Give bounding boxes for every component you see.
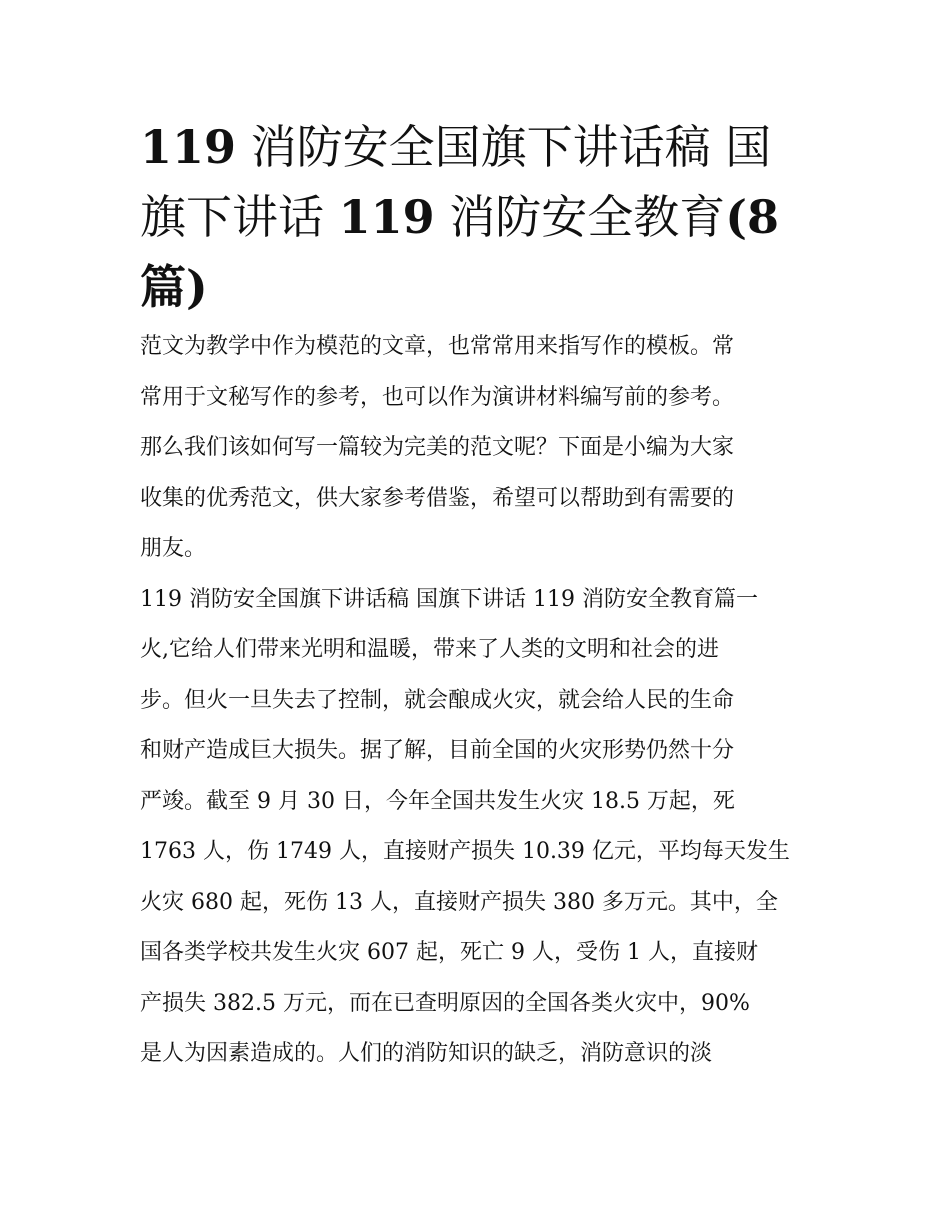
title-number: 119 [140,120,237,174]
intro-line: 那么我们该如何写一篇较为完美的范文呢？下面是小编为大家 [140,435,735,460]
article-line: 是人为因素造成的。人们的消防知识的缺乏，消防意识的淡 [140,1041,713,1066]
intro-paragraph [140,322,812,575]
title-number: 119 [338,190,435,244]
title-text: 旗下讲话 [140,190,339,244]
title-line-1 [140,112,812,182]
document-page [140,112,812,1080]
article-line: 步。但火一旦失去了控制，就会酿成火灾，就会给人民的生命 [140,687,735,713]
intro-line: 朋友。 [140,536,207,561]
intro-line: 常用于文秘写作的参考，也可以作为演讲材料编写前的参考。 [140,384,735,410]
title-line-2 [140,182,812,252]
document-title [140,112,812,322]
title-text: 篇) [140,260,208,314]
intro-line: 收集的优秀范文，供大家参考借鉴，希望可以帮助到有需要的 [140,485,735,511]
article-heading-line: 119 消防安全国旗下讲话稿 国旗下讲话 119 消防安全教育篇一 [140,586,758,612]
article-line: 火灾 680 起，死伤 13 人，直接财产损失 380 多万元。其中，全 [140,889,778,915]
article-line: 严竣。截至 9 月 30 日，今年全国共发生火灾 18.5 万起，死 [140,788,735,814]
title-text: 消防安全教育 [434,190,726,244]
intro-line: 范文为教学中作为模范的文章，也常常用来指写作的模板。常 [140,334,735,359]
title-text: 消防安全国旗下讲话稿 国 [236,120,772,174]
article-line: 国各类学校共发生火灾 607 起，死亡 9 人，受伤 1 人，直接财 [140,940,758,965]
article-paragraph [140,575,812,1080]
title-number: (8 [725,190,780,244]
article-line: 1763 人，伤 1749 人，直接财产损失 10.39 亿元，平均每天发生 [140,839,790,864]
article-line: 和财产造成巨大损失。据了解，目前全国的火灾形势仍然十分 [140,738,735,763]
article-line: 产损失 382.5 万元，而在已查明原因的全国各类火灾中，90% [140,990,750,1016]
article-line: 火,它给人们带来光明和温暖，带来了人类的文明和社会的进 [140,637,719,662]
title-line-3 [140,252,812,322]
